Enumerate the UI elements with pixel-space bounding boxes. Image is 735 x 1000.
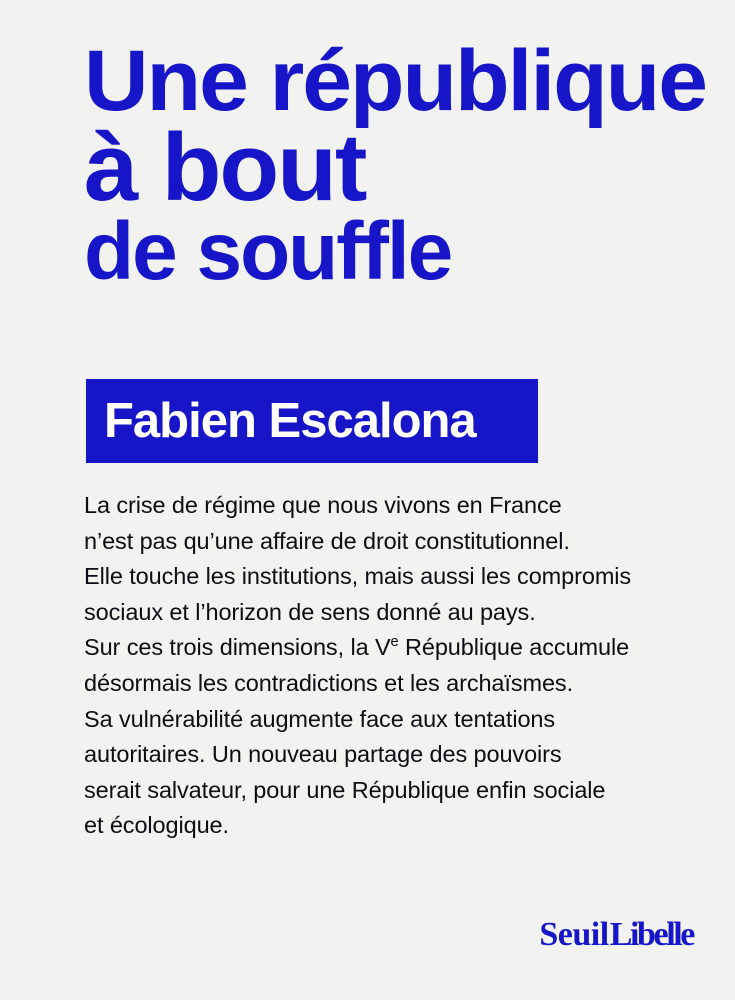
author-name: Fabien Escalona bbox=[104, 393, 476, 448]
blurb-line: Sa vulnérabilité augmente face aux tentations bbox=[84, 705, 556, 732]
blurb-line: Elle touche les institutions, mais aussi les compromis bbox=[84, 563, 632, 590]
title-line-2: à bout bbox=[84, 113, 366, 221]
blurb-line-republic bbox=[84, 630, 674, 666]
blurb-line: autoritaires. Un nouveau partage des pouvoirs bbox=[84, 741, 562, 768]
blurb-line: sociaux et l’horizon de sens donné au pays. bbox=[84, 598, 536, 625]
publisher-name-seuil: Seuil bbox=[539, 916, 609, 953]
book-title bbox=[84, 33, 706, 298]
blurb-line: serait salvateur, pour une République enfin sociale bbox=[84, 776, 606, 803]
blurb-line: La crise de régime que nous vivons en France bbox=[84, 492, 562, 518]
publisher-logo bbox=[539, 916, 693, 954]
publisher-name-libelle: Libelle bbox=[609, 916, 693, 953]
title-line-1: Une république bbox=[84, 33, 706, 129]
author-banner bbox=[86, 379, 538, 463]
blurb-line-part2: République accumule bbox=[398, 634, 630, 661]
blurb-line: n’est pas qu’une affaire de droit constitutionnel. bbox=[84, 527, 570, 554]
blurb-line-part1: Sur ces trois dimensions, la V bbox=[84, 634, 391, 661]
blurb-line: et écologique. bbox=[84, 812, 229, 839]
ordinal-superscript: e bbox=[390, 634, 399, 651]
blurb-line: désormais les contradictions et les archaïsmes. bbox=[84, 669, 574, 696]
blurb-text bbox=[84, 488, 674, 844]
title-line-3: de souffle bbox=[84, 206, 452, 298]
